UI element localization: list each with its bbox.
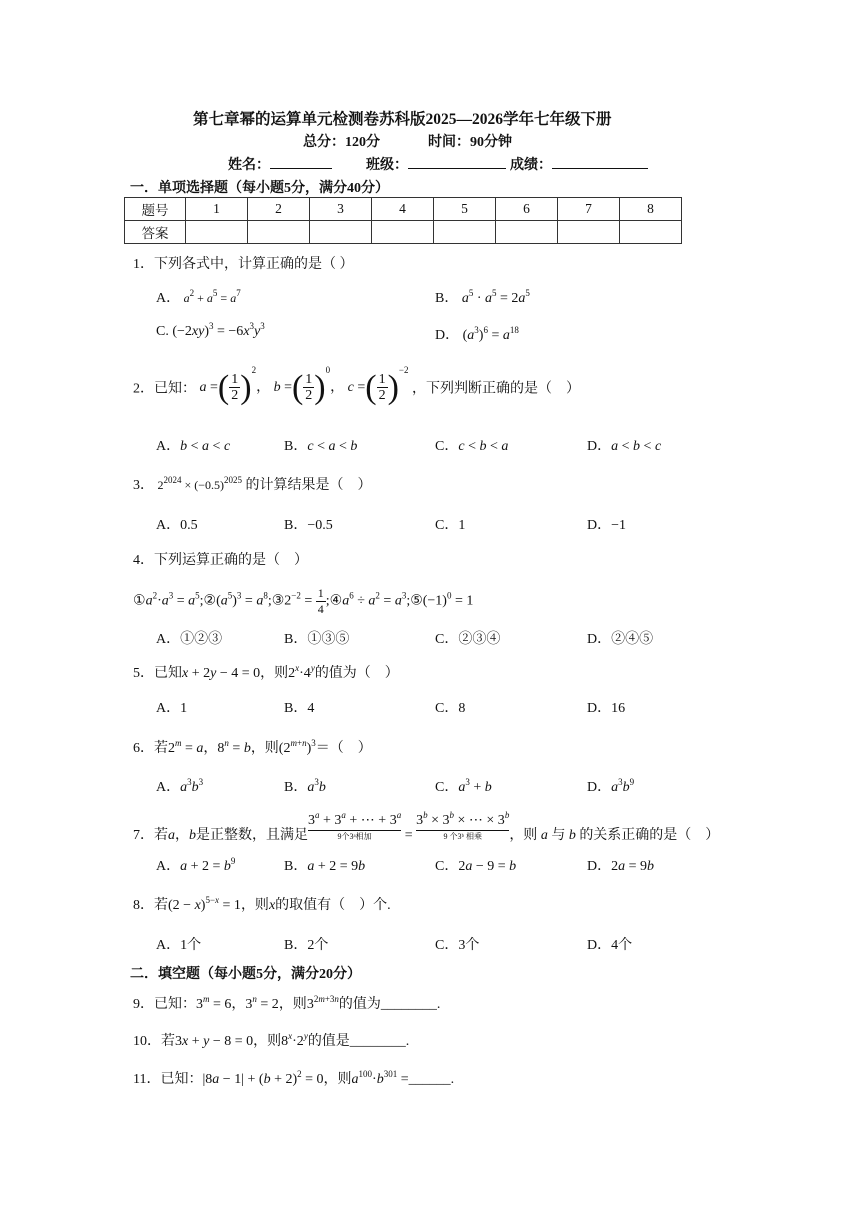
q8-option-d[interactable]: D．4个 xyxy=(587,938,633,953)
q2-suffix: ，下列判断正确的是（ ） xyxy=(411,381,580,397)
q8-option-b[interactable]: B．2个 xyxy=(284,938,329,953)
q1-option-c[interactable] xyxy=(156,321,265,340)
answer-cell[interactable] xyxy=(496,221,558,244)
q9-middle: ，则 xyxy=(278,997,307,1012)
q10-suffix: 的值是________. xyxy=(307,1034,410,1049)
q2-c-expr: c =( $\frac{1}{2}$ )$^{-2}$ xyxy=(347,365,409,406)
question-number-label: 题号 xyxy=(125,198,186,221)
table-number-cell: 5 xyxy=(434,198,496,221)
q11-suffix: ______. xyxy=(408,1072,455,1087)
q6-conditions: $2^m = a$，$8^n = b$，则$(2^{m+n})^3$ xyxy=(168,738,316,756)
q3-prefix: 3． xyxy=(133,478,154,493)
q7-stem: 7．若a，b是正整数，且满足$3^a + 3^a$ + ⋯ + $3^a$ 9个3ᵃ相加 = $3^b \times 3^b$ × ⋯ × $3^b$ 9 个3ᵇ 相乘 ，则 a 与 b 的关系正确的是（ ） xyxy=(133,810,720,843)
answer-cell[interactable] xyxy=(248,221,310,244)
q7-sum-label: 9个3ᵃ相加 xyxy=(308,830,401,842)
q11-equation: $|8a - 1| + (b + 2)^2 = 0$ xyxy=(202,1069,324,1087)
q5-stem xyxy=(133,662,399,682)
q2-stem xyxy=(133,365,580,406)
q7-product-label: 9 个3ᵇ 相乘 xyxy=(416,830,509,842)
q5-prefix: 5．已知 xyxy=(133,666,182,681)
q3-stem xyxy=(133,474,372,494)
option-letter: A． xyxy=(156,291,181,306)
class-field[interactable] xyxy=(366,154,506,174)
q5-middle: ，则 xyxy=(260,666,289,681)
q3-option-b[interactable]: B．−0.5 xyxy=(284,518,333,533)
q4-option-a[interactable]: A．①②③ xyxy=(156,632,223,647)
q7-option-a[interactable]: A．$a + 2 = b^9$ xyxy=(156,856,236,874)
answer-cell[interactable] xyxy=(434,221,496,244)
score-blank[interactable] xyxy=(552,154,648,169)
q1-d-formula: $(a^3)^6 = a^{18}$ xyxy=(462,325,519,343)
q7-option-c[interactable]: C．2a − 9 = b xyxy=(435,859,517,874)
q10-prefix: 10．若 xyxy=(133,1034,175,1049)
q3-option-a[interactable]: A．0.5 xyxy=(156,518,198,533)
q1-c-formula: $(-2xy)^3 = -6x^3y^3$ xyxy=(172,321,265,339)
q4-option-c[interactable]: C．②③④ xyxy=(435,632,501,647)
q2-option-d[interactable]: D．a < b < c xyxy=(587,439,662,454)
q8-stem: 8．若$(2 - x)^{5-x} = 1$，则x的取值有（ ）个. xyxy=(133,895,391,913)
q3-option-d[interactable]: D．−1 xyxy=(587,518,627,533)
section1-heading: 一．单项选择题（每小题5分，满分40分） xyxy=(130,181,389,196)
q6-suffix: ＝（ ） xyxy=(315,741,372,756)
q2-option-a[interactable]: A．b < a < c xyxy=(156,439,231,454)
q3-suffix: 的计算结果是（ ） xyxy=(245,478,372,493)
q7-suffix: 的关系正确的是（ ） xyxy=(579,828,720,843)
q3-option-c[interactable]: C．1 xyxy=(435,518,466,533)
option-letter: D． xyxy=(435,328,460,343)
q2-option-b[interactable]: B．c < a < b xyxy=(284,439,358,454)
q5-equation: x + 2y − 4 = 0 xyxy=(182,666,261,681)
q4-option-d[interactable]: D．②④⑤ xyxy=(587,632,654,647)
q7-vars: a，b xyxy=(168,828,196,843)
q6-option-c[interactable]: C．$a^3 + b$ xyxy=(435,777,492,795)
answer-cell[interactable] xyxy=(620,221,682,244)
q10-expression: $8^x\cdot 2^y$ xyxy=(281,1031,308,1049)
q7-middle: 是正整数，且满足 xyxy=(196,828,308,843)
q6-prefix: 6．若 xyxy=(133,741,168,756)
option-letter: B． xyxy=(435,291,459,306)
q5-expression: $2^x\cdot 4^y$ xyxy=(288,663,315,681)
q10-equation: 3x + y − 8 = 0 xyxy=(175,1034,254,1049)
q7-option-d[interactable]: D．2a = 9b xyxy=(587,859,655,874)
q11-expression: $a^{100}\cdot b^{301}$ = xyxy=(351,1069,409,1087)
table-number-cell: 4 xyxy=(372,198,434,221)
page-title: 第七章幂的运算单元检测卷苏科版2025—2026学年七年级下册 xyxy=(193,111,612,128)
table-number-cell: 7 xyxy=(558,198,620,221)
q3-formula: $2^{2024} \times (-0.5)^{2025}$ xyxy=(157,475,243,492)
q9-stem xyxy=(133,993,440,1013)
score-label: 成绩： xyxy=(510,158,552,173)
q11-prefix: 11．已知： xyxy=(133,1072,203,1087)
q8-equation: $(2 - x)^{5-x} = 1$ xyxy=(168,895,241,913)
q8-middle: ，则 xyxy=(240,898,269,913)
q1-option-a[interactable] xyxy=(156,287,241,307)
q9-prefix: 9．已知： xyxy=(133,997,196,1012)
section2-heading: 二．填空题（每小题5分，满分20分） xyxy=(130,967,361,982)
answer-cell[interactable] xyxy=(558,221,620,244)
q2-b-expr: b =( $\frac{1}{2}$ )$^0$， xyxy=(273,365,345,406)
answer-cell[interactable] xyxy=(310,221,372,244)
class-blank[interactable] xyxy=(408,154,506,169)
q5-option-c[interactable]: C．8 xyxy=(435,701,466,716)
name-label: 姓名： xyxy=(228,158,270,173)
q7-option-b[interactable]: B．a + 2 = 9b xyxy=(284,859,366,874)
q6-option-b[interactable]: B．$a^3b$ xyxy=(284,777,326,795)
answer-cell[interactable] xyxy=(372,221,434,244)
q1-stem: 1．下列各式中，计算正确的是（ ） xyxy=(133,257,354,272)
option-letter: C. xyxy=(156,324,169,339)
q4-option-b[interactable]: B．①③⑤ xyxy=(284,632,350,647)
q4-stem: 4．下列运算正确的是（ ） xyxy=(133,553,308,568)
q8-option-a[interactable]: A．1个 xyxy=(156,938,202,953)
q2-prefix: 2．已知： xyxy=(133,381,196,397)
q1-b-formula: $a^5 \cdot a^5 = 2a^5$ xyxy=(461,288,530,306)
q7-product-brace: $3^b \times 3^b$ × ⋯ × $3^b$ 9 个3ᵇ 相乘 xyxy=(416,810,510,841)
q2-a-expr: a =( $\frac{1}{2}$ )$^2$， xyxy=(199,365,271,406)
table-number-cell: 2 xyxy=(248,198,310,221)
q11-stem xyxy=(133,1068,454,1088)
answer-table xyxy=(124,197,682,244)
time-label: 时间：90分钟 xyxy=(428,135,512,150)
q9-conditions: $3^m = 6$，$3^n = 2$ xyxy=(196,994,279,1012)
table-number-cell: 6 xyxy=(496,198,558,221)
name-blank[interactable] xyxy=(270,154,332,169)
q7-sum-brace: $3^a + 3^a$ + ⋯ + $3^a$ 9个3ᵃ相加 xyxy=(308,810,402,841)
q7-prefix: 7．若 xyxy=(133,828,168,843)
total-score-label: 总分：120分 xyxy=(303,135,380,150)
answer-row-label: 答案 xyxy=(125,221,186,244)
table-number-cell: 8 xyxy=(620,198,682,221)
q9-expression: $3^{2m+3n}$ xyxy=(306,994,339,1012)
q9-suffix: 的值为________. xyxy=(338,997,441,1012)
q1-option-d[interactable] xyxy=(435,324,519,344)
q6-stem xyxy=(133,737,372,757)
q4-statements: $①a^2\cdot a^3$ = $a^5;②(a^5)^3$ = $a^8;③2^{-2}$ = $\frac{1}{4}$ $;④a^6 \div a^2$ = $a^3;⑤(-1)^0 = 1$ xyxy=(133,586,474,616)
q1-a-formula: $a^2 + a^5 = a^7$ xyxy=(183,288,241,305)
q6-option-a[interactable]: A．$a^3b^3$ xyxy=(156,777,204,795)
table-number-cell: 3 xyxy=(310,198,372,221)
q11-middle: ，则 xyxy=(323,1072,352,1087)
q5-suffix: 的值为（ ） xyxy=(314,666,399,681)
q5-option-b[interactable]: B．4 xyxy=(284,701,315,716)
q8-prefix: 8．若 xyxy=(133,898,168,913)
q6-option-d[interactable]: D．$a^3b^9$ xyxy=(587,777,635,795)
q2-option-c[interactable]: C．c < b < a xyxy=(435,439,509,454)
q10-middle: ，则 xyxy=(253,1034,282,1049)
name-field[interactable] xyxy=(228,154,332,174)
answer-cell[interactable] xyxy=(186,221,248,244)
q8-option-c[interactable]: C．3个 xyxy=(435,938,480,953)
q5-option-a[interactable]: A．1 xyxy=(156,701,188,716)
class-label: 班级： xyxy=(366,158,408,173)
q10-stem xyxy=(133,1030,409,1050)
q1-option-b[interactable] xyxy=(435,287,530,307)
table-number-cell: 1 xyxy=(186,198,248,221)
q8-suffix: 的取值有（ ）个. xyxy=(275,898,391,913)
score-field[interactable] xyxy=(510,154,648,174)
q5-option-d[interactable]: D．16 xyxy=(587,701,626,716)
